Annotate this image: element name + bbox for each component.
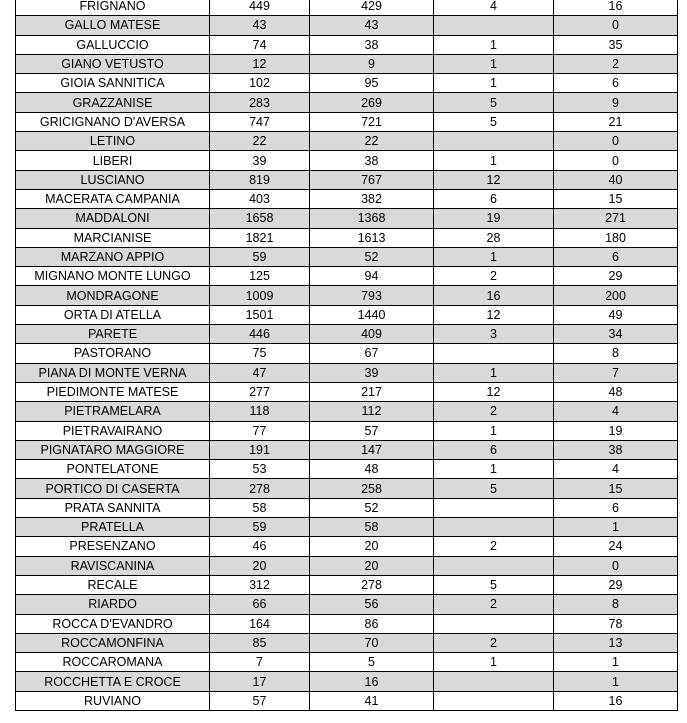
cell-value-4: 2 (554, 54, 678, 73)
cell-comune: ROCCHETTA E CROCE (16, 672, 210, 691)
cell-value-2: 52 (310, 247, 434, 266)
cell-value-3: 12 (434, 305, 554, 324)
cell-value-4: 15 (554, 479, 678, 498)
cell-value-2: 1613 (310, 228, 434, 247)
cell-comune: MARCIANISE (16, 228, 210, 247)
cell-value-3: 6 (434, 440, 554, 459)
table-row (16, 518, 678, 537)
cell-comune: PIEDIMONTE MATESE (16, 382, 210, 401)
cell-comune: MADDALONI (16, 209, 210, 228)
cell-value-2: 38 (310, 35, 434, 54)
cell-value-3: 1 (434, 363, 554, 382)
cell-comune: PASTORANO (16, 344, 210, 363)
table-row (16, 286, 678, 305)
table-row (16, 672, 678, 691)
cell-value-2: 382 (310, 189, 434, 208)
cell-comune: PIETRAVAIRANO (16, 421, 210, 440)
table-row (16, 460, 678, 479)
cell-value-3 (434, 672, 554, 691)
cell-value-4: 24 (554, 537, 678, 556)
cell-value-2: 86 (310, 614, 434, 633)
data-table (15, 0, 678, 711)
cell-comune: LIBERI (16, 151, 210, 170)
cell-value-1: 75 (210, 344, 310, 363)
cell-value-2: 5 (310, 653, 434, 672)
table-row (16, 0, 678, 16)
cell-value-1: 191 (210, 440, 310, 459)
cell-comune: RAVISCANINA (16, 556, 210, 575)
cell-value-4: 9 (554, 93, 678, 112)
cell-value-4: 19 (554, 421, 678, 440)
cell-value-1: 819 (210, 170, 310, 189)
cell-comune: RECALE (16, 575, 210, 594)
cell-comune: MONDRAGONE (16, 286, 210, 305)
table-row (16, 16, 678, 35)
cell-value-4: 180 (554, 228, 678, 247)
cell-value-2: 721 (310, 112, 434, 131)
cell-value-4: 8 (554, 595, 678, 614)
cell-value-3: 1 (434, 460, 554, 479)
table-row (16, 170, 678, 189)
cell-value-1: 17 (210, 672, 310, 691)
cell-comune: MARZANO APPIO (16, 247, 210, 266)
table-row (16, 325, 678, 344)
cell-comune: PIETRAMELARA (16, 402, 210, 421)
cell-value-4: 34 (554, 325, 678, 344)
cell-value-4: 6 (554, 247, 678, 266)
cell-value-3: 5 (434, 479, 554, 498)
table-row (16, 363, 678, 382)
cell-value-4: 271 (554, 209, 678, 228)
cell-value-3 (434, 16, 554, 35)
cell-value-2: 39 (310, 363, 434, 382)
cell-value-1: 312 (210, 575, 310, 594)
cell-value-1: 22 (210, 132, 310, 151)
cell-value-2: 20 (310, 556, 434, 575)
cell-comune: PRATA SANNITA (16, 498, 210, 517)
cell-value-3 (434, 498, 554, 517)
cell-value-4: 7 (554, 363, 678, 382)
table-row (16, 421, 678, 440)
cell-value-2: 429 (310, 0, 434, 16)
cell-value-2: 1368 (310, 209, 434, 228)
table-row (16, 267, 678, 286)
cell-value-2: 112 (310, 402, 434, 421)
cell-value-3: 1 (434, 151, 554, 170)
cell-comune: LUSCIANO (16, 170, 210, 189)
cell-value-1: 74 (210, 35, 310, 54)
cell-comune: LETINO (16, 132, 210, 151)
cell-value-1: 66 (210, 595, 310, 614)
cell-value-3: 5 (434, 112, 554, 131)
cell-value-1: 46 (210, 537, 310, 556)
cell-value-1: 1821 (210, 228, 310, 247)
cell-value-1: 59 (210, 247, 310, 266)
cell-value-4: 6 (554, 74, 678, 93)
cell-value-2: 48 (310, 460, 434, 479)
cell-value-1: 277 (210, 382, 310, 401)
cell-value-4: 16 (554, 0, 678, 16)
cell-value-3: 2 (434, 537, 554, 556)
cell-value-4: 49 (554, 305, 678, 324)
cell-value-2: 409 (310, 325, 434, 344)
cell-value-4: 29 (554, 575, 678, 594)
cell-value-1: 47 (210, 363, 310, 382)
cell-value-4: 1 (554, 653, 678, 672)
table-row (16, 209, 678, 228)
cell-comune: PORTICO DI CASERTA (16, 479, 210, 498)
cell-value-1: 20 (210, 556, 310, 575)
cell-value-3: 1 (434, 247, 554, 266)
cell-comune: RIARDO (16, 595, 210, 614)
cell-comune: PIANA DI MONTE VERNA (16, 363, 210, 382)
cell-value-2: 56 (310, 595, 434, 614)
cell-comune: GIANO VETUSTO (16, 54, 210, 73)
cell-value-4: 35 (554, 35, 678, 54)
cell-value-2: 1440 (310, 305, 434, 324)
cell-value-1: 164 (210, 614, 310, 633)
cell-comune: PRESENZANO (16, 537, 210, 556)
cell-value-1: 85 (210, 633, 310, 652)
cell-value-2: 217 (310, 382, 434, 401)
table-row (16, 93, 678, 112)
table-row (16, 440, 678, 459)
cell-value-1: 77 (210, 421, 310, 440)
table-row (16, 498, 678, 517)
cell-value-1: 449 (210, 0, 310, 16)
cell-value-3 (434, 556, 554, 575)
table-row (16, 382, 678, 401)
cell-comune: PONTELATONE (16, 460, 210, 479)
cell-value-3 (434, 691, 554, 710)
cell-value-4: 16 (554, 691, 678, 710)
cell-comune: PRATELLA (16, 518, 210, 537)
cell-value-1: 53 (210, 460, 310, 479)
cell-value-1: 747 (210, 112, 310, 131)
cell-value-2: 16 (310, 672, 434, 691)
cell-value-4: 200 (554, 286, 678, 305)
cell-value-4: 13 (554, 633, 678, 652)
cell-value-4: 1 (554, 672, 678, 691)
cell-value-2: 269 (310, 93, 434, 112)
cell-comune: GIOIA SANNITICA (16, 74, 210, 93)
cell-comune: ORTA DI ATELLA (16, 305, 210, 324)
cell-value-2: 52 (310, 498, 434, 517)
cell-value-1: 403 (210, 189, 310, 208)
table-row (16, 35, 678, 54)
table-row (16, 595, 678, 614)
cell-value-1: 39 (210, 151, 310, 170)
cell-value-4: 40 (554, 170, 678, 189)
cell-value-3: 3 (434, 325, 554, 344)
cell-comune: GRICIGNANO D'AVERSA (16, 112, 210, 131)
cell-comune: MIGNANO MONTE LUNGO (16, 267, 210, 286)
cell-value-3: 28 (434, 228, 554, 247)
table-row (16, 189, 678, 208)
cell-value-3: 5 (434, 575, 554, 594)
cell-value-3: 2 (434, 402, 554, 421)
table-row (16, 537, 678, 556)
cell-value-2: 278 (310, 575, 434, 594)
cell-value-3 (434, 518, 554, 537)
cell-value-4: 8 (554, 344, 678, 363)
table-row (16, 247, 678, 266)
cell-value-4: 48 (554, 382, 678, 401)
cell-value-1: 278 (210, 479, 310, 498)
cell-value-3: 1 (434, 421, 554, 440)
cell-comune: ROCCA D'EVANDRO (16, 614, 210, 633)
cell-value-4: 38 (554, 440, 678, 459)
table-body (16, 0, 678, 710)
cell-value-2: 20 (310, 537, 434, 556)
cell-value-4: 15 (554, 189, 678, 208)
cell-comune: ROCCAMONFINA (16, 633, 210, 652)
table-row (16, 344, 678, 363)
cell-value-4: 0 (554, 132, 678, 151)
cell-value-1: 118 (210, 402, 310, 421)
cell-value-1: 125 (210, 267, 310, 286)
cell-comune: PARETE (16, 325, 210, 344)
cell-comune: FRIGNANO (16, 0, 210, 16)
cell-value-3: 2 (434, 267, 554, 286)
cell-value-2: 43 (310, 16, 434, 35)
cell-value-1: 59 (210, 518, 310, 537)
cell-value-4: 0 (554, 16, 678, 35)
cell-value-2: 147 (310, 440, 434, 459)
cell-value-3: 1 (434, 54, 554, 73)
cell-value-1: 102 (210, 74, 310, 93)
cell-value-2: 94 (310, 267, 434, 286)
cell-comune: PIGNATARO MAGGIORE (16, 440, 210, 459)
cell-value-1: 57 (210, 691, 310, 710)
cell-value-3 (434, 614, 554, 633)
cell-value-2: 58 (310, 518, 434, 537)
cell-value-2: 767 (310, 170, 434, 189)
cell-value-1: 1009 (210, 286, 310, 305)
cell-value-4: 4 (554, 402, 678, 421)
cell-value-3: 1 (434, 74, 554, 93)
cell-comune: RUVIANO (16, 691, 210, 710)
cell-value-3: 19 (434, 209, 554, 228)
table-row (16, 575, 678, 594)
cell-comune: GRAZZANISE (16, 93, 210, 112)
cell-value-1: 7 (210, 653, 310, 672)
cell-value-1: 1501 (210, 305, 310, 324)
table-row (16, 402, 678, 421)
cell-value-1: 58 (210, 498, 310, 517)
cell-value-4: 0 (554, 151, 678, 170)
table-row (16, 112, 678, 131)
cell-value-2: 793 (310, 286, 434, 305)
cell-value-1: 43 (210, 16, 310, 35)
cell-value-3 (434, 344, 554, 363)
table-row (16, 653, 678, 672)
cell-comune: ROCCAROMANA (16, 653, 210, 672)
table-row (16, 54, 678, 73)
cell-value-2: 22 (310, 132, 434, 151)
cell-value-3: 1 (434, 653, 554, 672)
cell-value-3: 16 (434, 286, 554, 305)
cell-value-2: 57 (310, 421, 434, 440)
cell-value-1: 283 (210, 93, 310, 112)
cell-value-2: 258 (310, 479, 434, 498)
table-row (16, 305, 678, 324)
cell-value-3: 5 (434, 93, 554, 112)
table-row (16, 614, 678, 633)
cell-value-3: 4 (434, 0, 554, 16)
table-row (16, 132, 678, 151)
cell-value-2: 9 (310, 54, 434, 73)
cell-value-4: 6 (554, 498, 678, 517)
cell-value-1: 12 (210, 54, 310, 73)
cell-value-2: 38 (310, 151, 434, 170)
cell-value-3: 12 (434, 170, 554, 189)
cell-value-2: 70 (310, 633, 434, 652)
cell-value-3: 12 (434, 382, 554, 401)
table-row (16, 479, 678, 498)
cell-value-1: 1658 (210, 209, 310, 228)
cell-value-2: 95 (310, 74, 434, 93)
cell-value-4: 1 (554, 518, 678, 537)
cell-comune: GALLUCCIO (16, 35, 210, 54)
cell-value-2: 67 (310, 344, 434, 363)
cell-value-1: 446 (210, 325, 310, 344)
cell-value-4: 4 (554, 460, 678, 479)
table-row (16, 228, 678, 247)
table-row (16, 151, 678, 170)
cell-value-3 (434, 132, 554, 151)
table-row (16, 74, 678, 93)
table-row (16, 556, 678, 575)
cell-comune: GALLO MATESE (16, 16, 210, 35)
table-row (16, 633, 678, 652)
table-row (16, 691, 678, 710)
cell-value-2: 41 (310, 691, 434, 710)
cell-value-3: 1 (434, 35, 554, 54)
cell-comune: MACERATA CAMPANIA (16, 189, 210, 208)
cell-value-4: 78 (554, 614, 678, 633)
cell-value-4: 0 (554, 556, 678, 575)
cell-value-3: 2 (434, 633, 554, 652)
cell-value-4: 21 (554, 112, 678, 131)
cell-value-4: 29 (554, 267, 678, 286)
cell-value-3: 2 (434, 595, 554, 614)
cell-value-3: 6 (434, 189, 554, 208)
